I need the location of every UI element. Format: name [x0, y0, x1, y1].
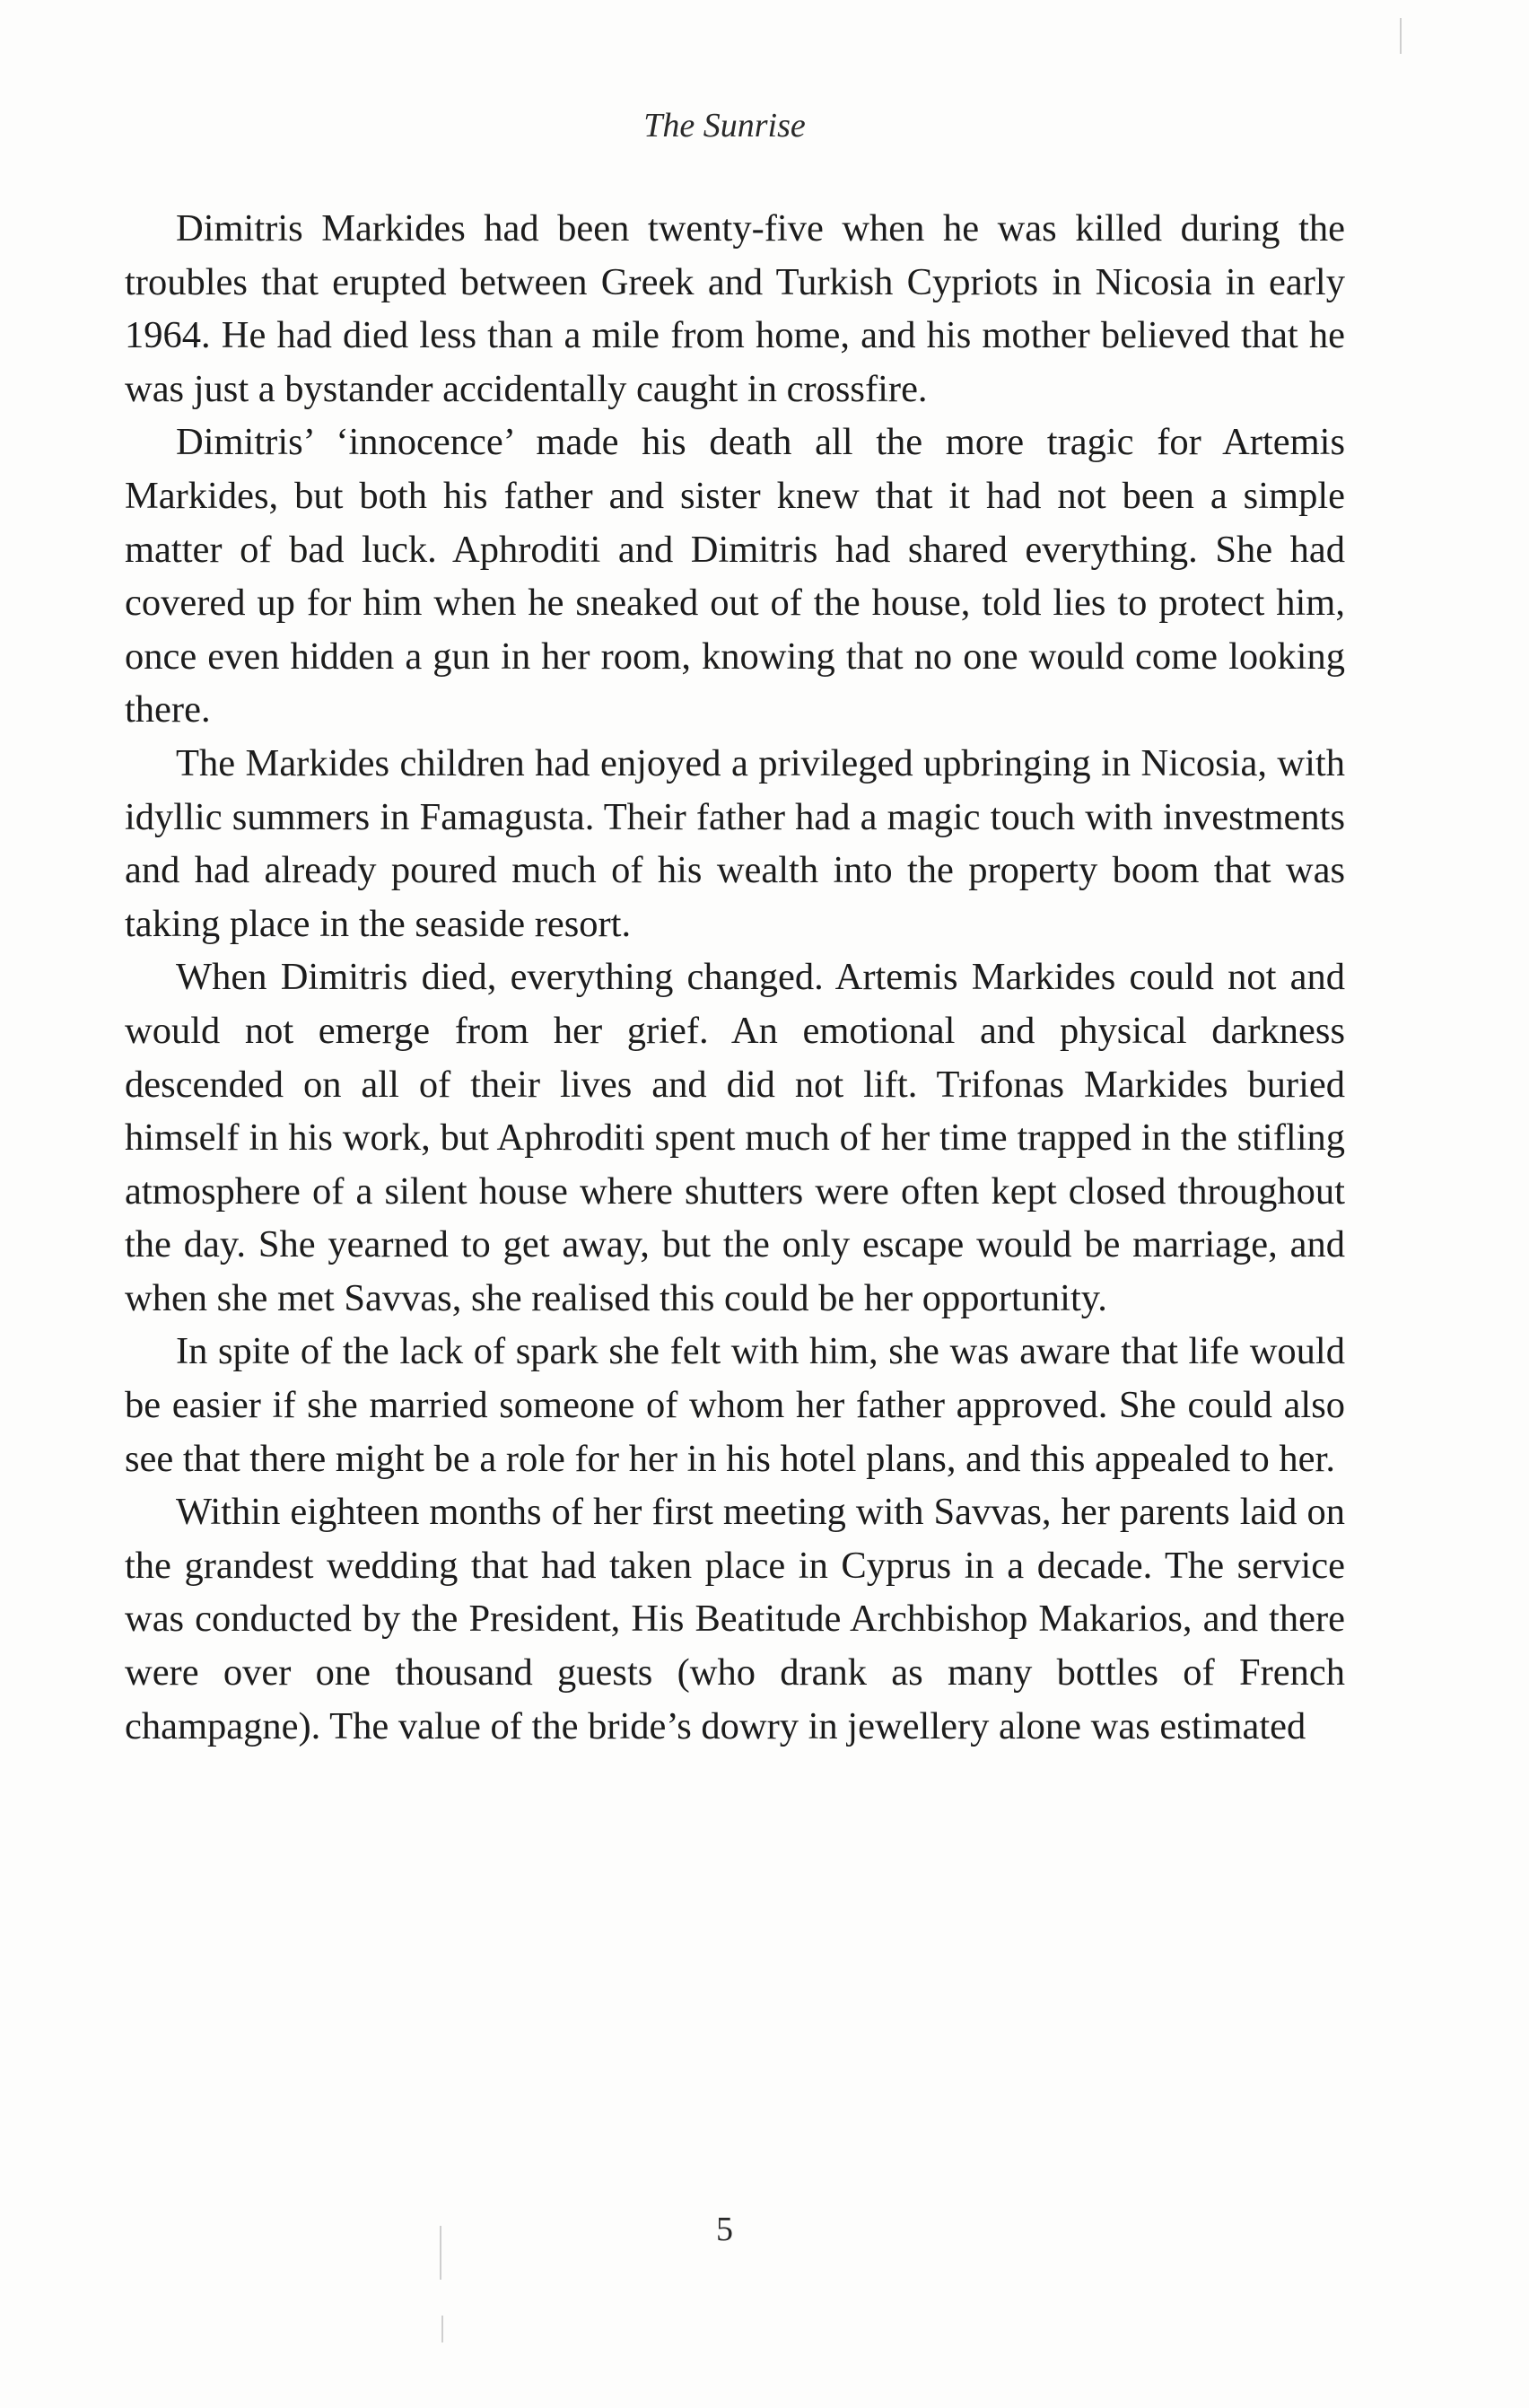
paragraph: In spite of the lack of spark she felt with him, she was aware that life would be easier if she married someone of whom her father approved. She could also see that there might be a role for her in his hotel plans, and this appealed to her. — [125, 1330, 1345, 1480]
scan-artifact — [1400, 18, 1402, 54]
paragraph: Dimitris’ ‘innocence’ made his death all the more tragic for Artemis Markides, but both his father and sister knew that it had not been a simple matter of bad luck. Aphroditi and Dimitris had shared everything. She had covered up for him when he sneaked out of the house, told lies to protect him, once even hidden a gun in her room, knowing that no one would come looking there. — [125, 421, 1345, 731]
scan-artifact — [441, 2316, 443, 2342]
paragraph: The Markides children had enjoyed a privileged upbringing in Nicosia, with idyllic summers in Famagusta. Their father had a magic touch with investments and had already poured much of his wealth into the property boom that was taking place in the seaside resort. — [125, 741, 1345, 945]
paragraph: Dimitris Markides had been twenty-five when he was killed during the troubles that erupted between Greek and Turkish Cypriots in Nicosia in early 1964. He had died less than a mile from home, and his mother believed that he was just a bystander accidentally caught in crossfire. — [125, 207, 1345, 410]
paragraph: When Dimitris died, everything changed. Artemis Markides could not and would not emerge from her grief. An emotional and physical darkness descended on all of their lives and did not lift. Trifonas Markides buried himself in his work, but Aphroditi spent much of her time trapped in the stifling atmosphere of a silent house where shutters were often kept closed throughout the day. She yearned to get away, but the only escape would be marriage, and when she met Savvas, she realised this could be her opportunity. — [125, 956, 1345, 1319]
page-number: 5 — [716, 2211, 733, 2248]
body-text — [125, 202, 1345, 1753]
running-head: The Sunrise — [643, 107, 806, 144]
scan-artifact — [440, 2226, 441, 2280]
paragraph: Within eighteen months of her first meeting with Savvas, her parents laid on the grandest wedding that had taken place in Cyprus in a decade. The service was conducted by the President, His Beatitude Archbishop Makarios, and there were over one thousand guests (who drank as many bottles of French champagne). The value of the bride’s dowry in jewellery alone was estimated — [125, 1491, 1345, 1747]
